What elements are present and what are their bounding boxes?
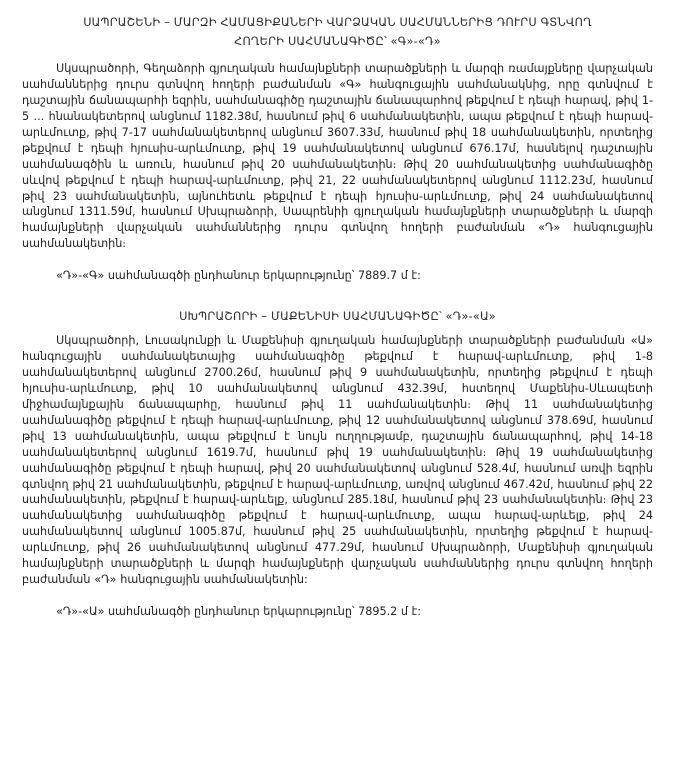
summary-section-1: «Դ»-«Գ» սահմանագծի ընդհանուր երկարությունը՝ 7889.7 մ է: [56,269,421,283]
document-title-line-1: ՍԱՊՐԱՇԵՆԻ – ՄԱՐԶԻ ՀԱՄԱՑԻՔԱՆԵՐԻ ՎԱՐՁԱԿԱՆ ՍԱՀՄԱՆՆԵՐԻՑ ԴՈՒՐՍ ԳՏՆՎՈՂ [83,16,592,29]
paragraph-section-1: Սկսպրածորի, Գեղաձորի գյուղական համայնքների տարածքների և մարզի ռամայքները վարչական սահմաններից դուրս գտնվող հողերի բաժանման «Գ» հանգուցային սահմանակնից, որը գտնվում է դաշտային ճանապարհի եզրին, սահմանագիծը դաշտային ճանապարհով թեքվում է դեպի հարավ, թիվ 1-5 ... հնանակետերով անցնում 1182.38մ, հասնում թիվ 6 սահմանակետին, ապա թեքվում է դեպի հարավ-արևմուտք, թիվ 7-17 սահմանակետերով անցնում 3607.33մ, հասնում թիվ 18 սահմանակետին, որտեղից թեքվում է դեպի հյուսիս-արևմուտք, թիվ 19 սահմանակետով անցնում 676.17մ, հասնելով դաշտային սահմանագծին և առուն, հասնում թիվ 20 սահմանակետին։ Թիվ 20 սահմանակետից սահմանագիծը սևվով թեքվում է դեպի հարավ-արևմուտք, թիվ 21, 22 սահմանակետերով անցնում 1112.23մ, հասնում թիվ 23 սահմանակետին, այնուհետև թեքվում է դեպի հյուսիս-արևմուտք, թիվ 24 սահմանակետով անցնում 1311.59մ, հասնում Սխպրաձորի, Սապրենիի գյուղական համայնքների տարածքների և մարզի համայնքների վարչական սահմաններից դուրս գտնվող հողերի բաժանման «Դ» հանգուցային սահմանակետին։ [22,62,653,251]
document-title [22,14,653,51]
document-title-line-2: ՀՈՂԵՐԻ ՍԱՀՄԱՆԱԳԻԾԸ՝ «Գ»-«Դ» [234,34,441,48]
summary-section-2: «Դ»-«Ա» սահմանագծի ընդհանուր երկարությունը՝ 7895.2 մ է: [56,604,422,618]
section-heading-2: ՍԽՊՐԱՇՈՐԻ – ՄԱՔԵՆԻՍԻ ՍԱՀՄԱՆԱԳԻԾԸ՝ «Դ»-«Ա» [179,310,496,324]
paragraph-section-2: Սկսպրածորի, Լուսակունքի և Մաքենիսի գյուղական համայնքների տարածքների բաժանման «Ա» հանգուցային սահմանակետայից սահմանագիծը թեքվում է հարավ-արևմուտք, թիվ 1-8 սահմանակետերով անցնում 2700.26մ, հասնում թիվ 9 սահմանակետին, որտեղից թեքվում է դեպի հյուսիս-արևմուտք, թիվ 10 սահմանակետով անցնում 432.39մ, հստեղով Մաքենիս-Սևապետի միջհամայնքային ճանապարհը, հասնում թիվ 11 սահմանակետին։ Թիվ 11 սահմանակետից սահմանագիծը թեքվում է դեպի հարավ-արևմուտք, թիվ 12 սահմանակետով անցնում 378.69մ, հասնում թիվ 13 սահմանակետին, ապա թեքվում է նույն ուղղությամբ, դաշտային ճանապարհով, թիվ 14-18 սահմանակետերով անցնում 1619.7մ, հասնում թիվ 19 սահմանակետին։ Թիվ 19 սահմանակետից սահմանագիծը թեքվում է դեպի հարավ, թիվ 20 սահմանակետով անցնում 528.4մ, հասնում առվի եզրին գտնվող թիվ 21 սահմանակետին, թեքվում է հարավ-արևմուտք, առվով անցնում 467.42մ, հասնում թիվ 22 սահմանակետին, թեքվում է հարավ-արևելք, անցնում 285.18մ, հասնում թիվ 23 սահմանակետին։ Թիվ 23 սահմանակետից սահմանագիծը թեքվում է հարավ-արևմուտք, ապա հարավ-արևելք, թիվ 24 սահմանակետով անցնում 1005.87մ, հասնում թիվ 25 սահմանակետին, որտեղից թեքվում է հարավ-արևմուտք, թիվ 26 սահմանակետով անցնում 477.29մ, հասնում Սխպրաձորի, Մաքենիսի գյուղական համայնքների տարածքների և մարզի համայնքների վարչական սահմաններից դուրս գտնվող հողերի բաժանման «Դ» հանգուցային սահմանակետին: [22,334,653,586]
